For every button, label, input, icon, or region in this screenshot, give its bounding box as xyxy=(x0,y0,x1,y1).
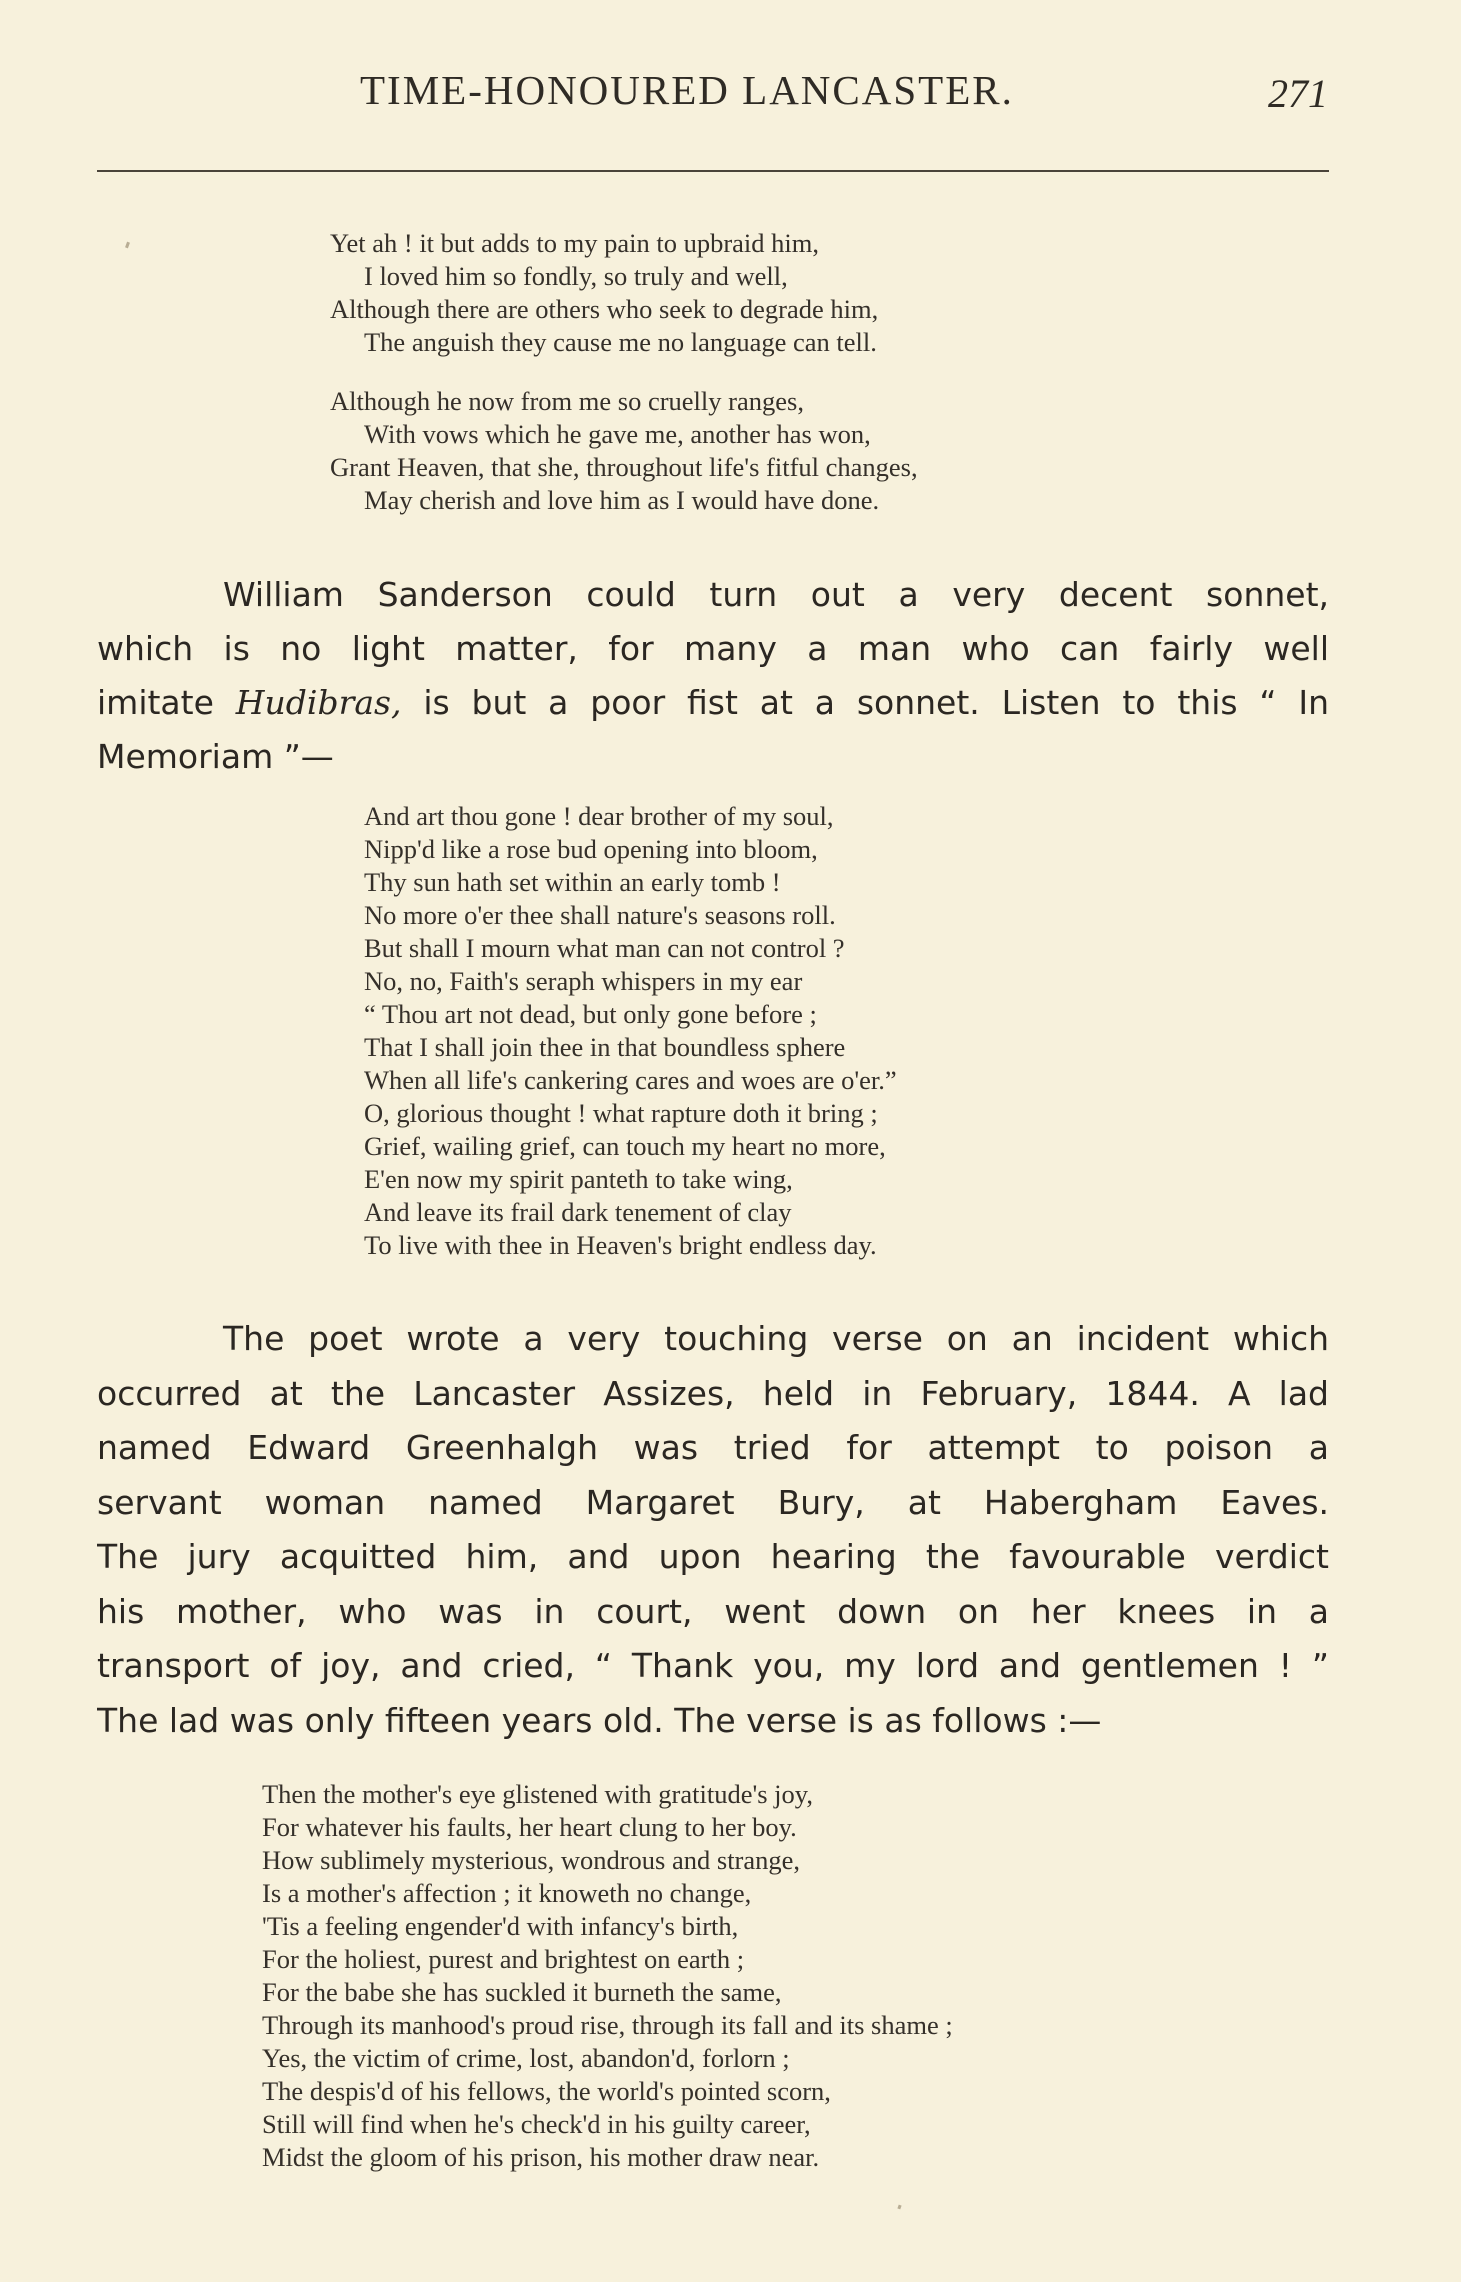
paragraph-line: servant woman named Margaret Bury, at Habergham Eaves. xyxy=(97,1482,1329,1522)
verse-line: Thy sun hath set within an early tomb ! xyxy=(364,867,781,897)
verse-line: “ Thou art not dead, but only gone before ; xyxy=(364,999,817,1029)
verse-line: I loved him so fondly, so truly and well, xyxy=(364,261,788,291)
paragraph-line xyxy=(97,676,1329,730)
paragraph-line: Memoriam ”— xyxy=(97,737,334,776)
paragraph-line: transport of joy, and cried, “ Thank you, my lord and gentlemen ! ” xyxy=(97,1646,1329,1685)
italic-title: Hudibras, xyxy=(235,683,402,722)
verse-line: 'Tis a feeling engender'd with infancy's birth, xyxy=(262,1911,739,1941)
verse-line: Nipp'd like a rose bud opening into bloom, xyxy=(364,834,818,864)
paragraph-line: which is no light matter, for many a man who can fairly well xyxy=(97,629,1329,668)
sonnet-in-memoriam xyxy=(364,800,897,1262)
verse-line: To live with thee in Heaven's bright endless day. xyxy=(364,1230,877,1260)
print-speck xyxy=(125,242,130,249)
paragraph-line: The jury acquitted him, and upon hearing the favourable verdict xyxy=(97,1537,1329,1576)
verse-line: No, no, Faith's seraph whispers in my ear xyxy=(364,966,803,996)
stanza-break xyxy=(330,359,918,385)
verse-line: Although there are others who seek to degrade him, xyxy=(330,294,879,324)
verse-line: E'en now my spirit panteth to take wing, xyxy=(364,1164,793,1194)
verse-line: But shall I mourn what man can not control ? xyxy=(364,933,845,963)
verse-line: O, glorious thought ! what rapture doth it bring ; xyxy=(364,1098,878,1128)
verse-line: Yes, the victim of crime, lost, abandon'd, forlorn ; xyxy=(262,2043,790,2073)
mothers-verse xyxy=(262,1778,953,2174)
verse-line: The anguish they cause me no language can tell. xyxy=(364,327,877,357)
paragraph-line: named Edward Greenhalgh was tried for attempt to poison a xyxy=(97,1428,1329,1467)
verse-line: For the babe she has suckled it burneth the same, xyxy=(262,1977,782,2007)
paragraph-text: imitate xyxy=(97,683,214,722)
verse-line: Yet ah ! it but adds to my pain to upbraid him, xyxy=(330,228,819,258)
running-title: TIME-HONOURED LANCASTER. xyxy=(360,67,1014,113)
verse-line: Midst the gloom of his prison, his mother draw near. xyxy=(262,2142,820,2172)
verse-line: May cherish and love him as I would have done. xyxy=(364,485,880,515)
verse-line: Still will find when he's check'd in his guilty career, xyxy=(262,2109,811,2139)
verse-line: Is a mother's affection ; it knoweth no change, xyxy=(262,1878,752,1908)
verse-line: And leave its frail dark tenement of clay xyxy=(364,1197,792,1227)
verse-line: For the holiest, purest and brightest on earth ; xyxy=(262,1944,745,1974)
verse-line: No more o'er thee shall nature's seasons roll. xyxy=(364,900,836,930)
verse-line: Through its manhood's proud rise, through its fall and its shame ; xyxy=(262,2010,953,2040)
paragraph-assizes xyxy=(97,1312,1329,1748)
verse-line: That I shall join thee in that boundless sphere xyxy=(364,1032,846,1062)
verse-line: Then the mother's eye glistened with gratitude's joy, xyxy=(262,1779,813,1809)
verse-line: Grant Heaven, that she, throughout life's fitful changes, xyxy=(330,452,918,482)
verse-line: And art thou gone ! dear brother of my soul, xyxy=(364,801,834,831)
verse-line: Although he now from me so cruelly ranges, xyxy=(330,386,804,416)
verse-line: How sublimely mysterious, wondrous and strange, xyxy=(262,1845,801,1875)
verse-line: When all life's cankering cares and woes are o'er.” xyxy=(364,1065,897,1095)
page-number: 271 xyxy=(1268,71,1328,116)
paragraph-line: The lad was only fifteen years old. The verse is as follows :— xyxy=(97,1700,1102,1740)
opening-verse xyxy=(330,227,918,517)
paragraph-sanderson xyxy=(97,568,1329,784)
verse-line: For whatever his faults, her heart clung to her boy. xyxy=(262,1812,797,1842)
paragraph-text: is but a poor fist at a sonnet. Listen to this “ In xyxy=(423,683,1329,722)
verse-line: With vows which he gave me, another has won, xyxy=(364,419,871,449)
paragraph-line: The poet wrote a very touching verse on an incident which xyxy=(223,1319,1329,1358)
paragraph-line: William Sanderson could turn out a very decent sonnet, xyxy=(223,575,1329,614)
paragraph-line: occurred at the Lancaster Assizes, held in February, 1844. A lad xyxy=(97,1373,1329,1413)
header-rule xyxy=(97,170,1329,172)
verse-line: The despis'd of his fellows, the world's pointed scorn, xyxy=(262,2076,831,2106)
paragraph-line: his mother, who was in court, went down on her knees in a xyxy=(97,1591,1329,1631)
print-speck xyxy=(897,2205,901,2210)
verse-line: Grief, wailing grief, can touch my heart no more, xyxy=(364,1131,886,1161)
